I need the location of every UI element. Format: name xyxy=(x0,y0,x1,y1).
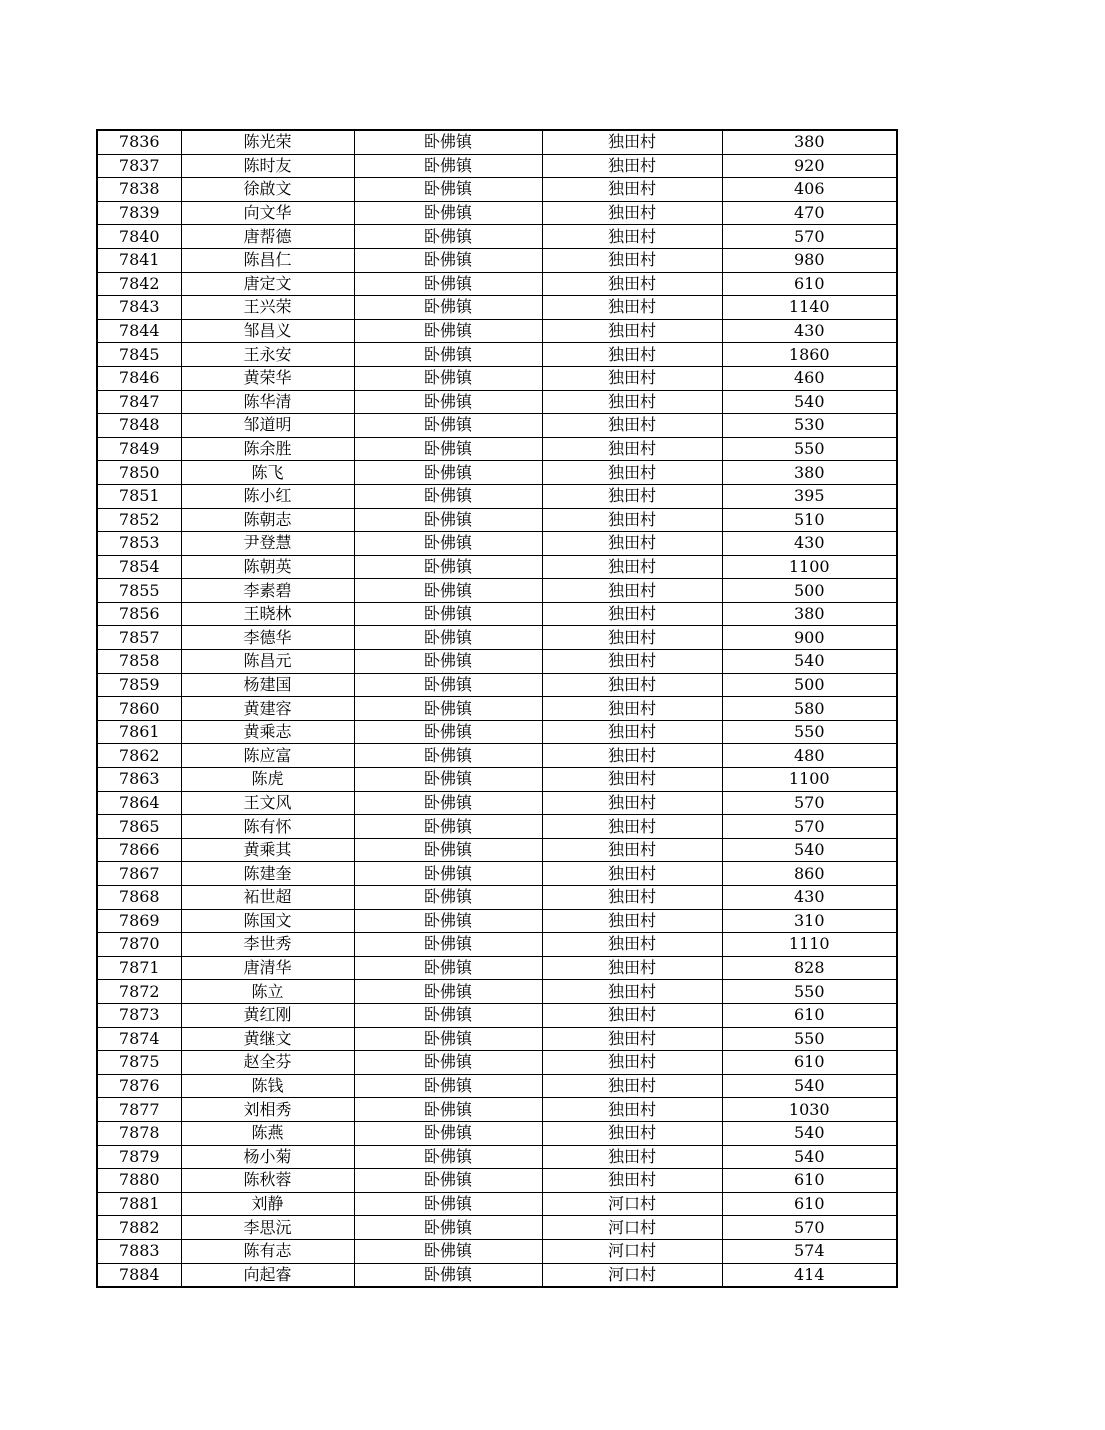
town-cell: 卧佛镇 xyxy=(354,1169,542,1193)
name-cell: 黄荣华 xyxy=(181,366,354,390)
town-cell: 卧佛镇 xyxy=(354,626,542,650)
name-cell: 李素碧 xyxy=(181,579,354,603)
village-cell: 独田村 xyxy=(542,1145,722,1169)
village-cell: 独田村 xyxy=(542,296,722,320)
table-row xyxy=(97,130,897,154)
village-cell: 独田村 xyxy=(542,650,722,674)
name-cell: 王兴荣 xyxy=(181,296,354,320)
amount-cell: 380 xyxy=(722,130,897,154)
town-cell: 卧佛镇 xyxy=(354,201,542,225)
row-number-cell: 7841 xyxy=(97,248,181,272)
town-cell: 卧佛镇 xyxy=(354,414,542,438)
amount-cell: 574 xyxy=(722,1239,897,1263)
row-number-cell: 7873 xyxy=(97,1003,181,1027)
name-cell: 陈建奎 xyxy=(181,862,354,886)
table-row xyxy=(97,579,897,603)
village-cell: 独田村 xyxy=(542,437,722,461)
amount-cell: 920 xyxy=(722,154,897,178)
row-number-cell: 7859 xyxy=(97,673,181,697)
name-cell: 陈应富 xyxy=(181,744,354,768)
name-cell: 李德华 xyxy=(181,626,354,650)
town-cell: 卧佛镇 xyxy=(354,225,542,249)
village-cell: 独田村 xyxy=(542,1121,722,1145)
row-number-cell: 7858 xyxy=(97,650,181,674)
town-cell: 卧佛镇 xyxy=(354,956,542,980)
village-cell: 独田村 xyxy=(542,343,722,367)
row-number-cell: 7884 xyxy=(97,1263,181,1287)
table-row xyxy=(97,484,897,508)
table-row xyxy=(97,862,897,886)
amount-cell: 610 xyxy=(722,1169,897,1193)
name-cell: 陈朝志 xyxy=(181,508,354,532)
amount-cell: 570 xyxy=(722,815,897,839)
town-cell: 卧佛镇 xyxy=(354,1003,542,1027)
row-number-cell: 7851 xyxy=(97,484,181,508)
data-table xyxy=(96,129,898,1288)
amount-cell: 430 xyxy=(722,532,897,556)
row-number-cell: 7837 xyxy=(97,154,181,178)
name-cell: 黄乘志 xyxy=(181,720,354,744)
table-row xyxy=(97,1263,897,1287)
amount-cell: 610 xyxy=(722,272,897,296)
name-cell: 向文华 xyxy=(181,201,354,225)
name-cell: 邹道明 xyxy=(181,414,354,438)
row-number-cell: 7844 xyxy=(97,319,181,343)
table-row xyxy=(97,1027,897,1051)
row-number-cell: 7839 xyxy=(97,201,181,225)
name-cell: 陈有怀 xyxy=(181,815,354,839)
town-cell: 卧佛镇 xyxy=(354,1239,542,1263)
table-row xyxy=(97,366,897,390)
amount-cell: 1140 xyxy=(722,296,897,320)
village-cell: 独田村 xyxy=(542,178,722,202)
town-cell: 卧佛镇 xyxy=(354,862,542,886)
name-cell: 陈燕 xyxy=(181,1121,354,1145)
amount-cell: 500 xyxy=(722,579,897,603)
row-number-cell: 7867 xyxy=(97,862,181,886)
table-row xyxy=(97,319,897,343)
town-cell: 卧佛镇 xyxy=(354,319,542,343)
town-cell: 卧佛镇 xyxy=(354,838,542,862)
name-cell: 陈秋蓉 xyxy=(181,1169,354,1193)
row-number-cell: 7856 xyxy=(97,602,181,626)
village-cell: 河口村 xyxy=(542,1239,722,1263)
town-cell: 卧佛镇 xyxy=(354,1216,542,1240)
village-cell: 河口村 xyxy=(542,1192,722,1216)
name-cell: 陈立 xyxy=(181,980,354,1004)
table-row xyxy=(97,272,897,296)
town-cell: 卧佛镇 xyxy=(354,1098,542,1122)
town-cell: 卧佛镇 xyxy=(354,154,542,178)
village-cell: 独田村 xyxy=(542,414,722,438)
village-cell: 独田村 xyxy=(542,956,722,980)
name-cell: 赵全芬 xyxy=(181,1051,354,1075)
name-cell: 杨小菊 xyxy=(181,1145,354,1169)
village-cell: 独田村 xyxy=(542,319,722,343)
row-number-cell: 7872 xyxy=(97,980,181,1004)
table-row xyxy=(97,933,897,957)
row-number-cell: 7877 xyxy=(97,1098,181,1122)
row-number-cell: 7864 xyxy=(97,791,181,815)
village-cell: 独田村 xyxy=(542,1169,722,1193)
town-cell: 卧佛镇 xyxy=(354,390,542,414)
table-row xyxy=(97,886,897,910)
village-cell: 独田村 xyxy=(542,272,722,296)
table-row xyxy=(97,201,897,225)
table-row xyxy=(97,650,897,674)
amount-cell: 430 xyxy=(722,886,897,910)
name-cell: 陈有志 xyxy=(181,1239,354,1263)
village-cell: 独田村 xyxy=(542,602,722,626)
row-number-cell: 7862 xyxy=(97,744,181,768)
row-number-cell: 7848 xyxy=(97,414,181,438)
village-cell: 独田村 xyxy=(542,886,722,910)
row-number-cell: 7842 xyxy=(97,272,181,296)
amount-cell: 828 xyxy=(722,956,897,980)
row-number-cell: 7838 xyxy=(97,178,181,202)
table-row xyxy=(97,296,897,320)
row-number-cell: 7883 xyxy=(97,1239,181,1263)
row-number-cell: 7874 xyxy=(97,1027,181,1051)
town-cell: 卧佛镇 xyxy=(354,697,542,721)
village-cell: 河口村 xyxy=(542,1216,722,1240)
table-row xyxy=(97,508,897,532)
table-row xyxy=(97,815,897,839)
row-number-cell: 7846 xyxy=(97,366,181,390)
village-cell: 独田村 xyxy=(542,744,722,768)
amount-cell: 540 xyxy=(722,650,897,674)
name-cell: 黄乘其 xyxy=(181,838,354,862)
name-cell: 李思沅 xyxy=(181,1216,354,1240)
town-cell: 卧佛镇 xyxy=(354,532,542,556)
amount-cell: 470 xyxy=(722,201,897,225)
village-cell: 独田村 xyxy=(542,154,722,178)
row-number-cell: 7878 xyxy=(97,1121,181,1145)
amount-cell: 460 xyxy=(722,366,897,390)
town-cell: 卧佛镇 xyxy=(354,1192,542,1216)
town-cell: 卧佛镇 xyxy=(354,296,542,320)
amount-cell: 480 xyxy=(722,744,897,768)
amount-cell: 570 xyxy=(722,791,897,815)
table-row xyxy=(97,1098,897,1122)
row-number-cell: 7847 xyxy=(97,390,181,414)
village-cell: 独田村 xyxy=(542,933,722,957)
town-cell: 卧佛镇 xyxy=(354,815,542,839)
town-cell: 卧佛镇 xyxy=(354,508,542,532)
village-cell: 独田村 xyxy=(542,225,722,249)
row-number-cell: 7865 xyxy=(97,815,181,839)
row-number-cell: 7866 xyxy=(97,838,181,862)
name-cell: 陈钱 xyxy=(181,1074,354,1098)
table-row xyxy=(97,1074,897,1098)
row-number-cell: 7843 xyxy=(97,296,181,320)
name-cell: 陈小红 xyxy=(181,484,354,508)
table-body xyxy=(97,130,897,1287)
town-cell: 卧佛镇 xyxy=(354,980,542,1004)
amount-cell: 860 xyxy=(722,862,897,886)
village-cell: 独田村 xyxy=(542,248,722,272)
table-row xyxy=(97,626,897,650)
row-number-cell: 7852 xyxy=(97,508,181,532)
table-row xyxy=(97,1003,897,1027)
table-row xyxy=(97,744,897,768)
town-cell: 卧佛镇 xyxy=(354,579,542,603)
name-cell: 陈昌元 xyxy=(181,650,354,674)
town-cell: 卧佛镇 xyxy=(354,768,542,792)
table-row xyxy=(97,414,897,438)
table-row xyxy=(97,343,897,367)
table-row xyxy=(97,178,897,202)
village-cell: 河口村 xyxy=(542,1263,722,1287)
name-cell: 刘静 xyxy=(181,1192,354,1216)
table-row xyxy=(97,248,897,272)
village-cell: 独田村 xyxy=(542,484,722,508)
amount-cell: 380 xyxy=(722,461,897,485)
table-row xyxy=(97,390,897,414)
table-row xyxy=(97,602,897,626)
name-cell: 黄红刚 xyxy=(181,1003,354,1027)
village-cell: 独田村 xyxy=(542,791,722,815)
amount-cell: 570 xyxy=(722,225,897,249)
name-cell: 陈余胜 xyxy=(181,437,354,461)
table-row xyxy=(97,768,897,792)
name-cell: 陈飞 xyxy=(181,461,354,485)
town-cell: 卧佛镇 xyxy=(354,1121,542,1145)
town-cell: 卧佛镇 xyxy=(354,437,542,461)
table-row xyxy=(97,838,897,862)
village-cell: 独田村 xyxy=(542,532,722,556)
amount-cell: 1100 xyxy=(722,555,897,579)
table-row xyxy=(97,1051,897,1075)
town-cell: 卧佛镇 xyxy=(354,791,542,815)
table-row xyxy=(97,1216,897,1240)
name-cell: 唐定文 xyxy=(181,272,354,296)
name-cell: 陈华清 xyxy=(181,390,354,414)
village-cell: 独田村 xyxy=(542,909,722,933)
amount-cell: 540 xyxy=(722,390,897,414)
village-cell: 独田村 xyxy=(542,673,722,697)
town-cell: 卧佛镇 xyxy=(354,720,542,744)
village-cell: 独田村 xyxy=(542,862,722,886)
amount-cell: 530 xyxy=(722,414,897,438)
amount-cell: 550 xyxy=(722,437,897,461)
town-cell: 卧佛镇 xyxy=(354,461,542,485)
village-cell: 独田村 xyxy=(542,980,722,1004)
name-cell: 王文风 xyxy=(181,791,354,815)
row-number-cell: 7880 xyxy=(97,1169,181,1193)
town-cell: 卧佛镇 xyxy=(354,248,542,272)
amount-cell: 550 xyxy=(722,1027,897,1051)
name-cell: 杨建国 xyxy=(181,673,354,697)
amount-cell: 610 xyxy=(722,1003,897,1027)
town-cell: 卧佛镇 xyxy=(354,366,542,390)
row-number-cell: 7871 xyxy=(97,956,181,980)
row-number-cell: 7840 xyxy=(97,225,181,249)
table-row xyxy=(97,1192,897,1216)
row-number-cell: 7860 xyxy=(97,697,181,721)
row-number-cell: 7857 xyxy=(97,626,181,650)
town-cell: 卧佛镇 xyxy=(354,343,542,367)
name-cell: 尹登慧 xyxy=(181,532,354,556)
amount-cell: 900 xyxy=(722,626,897,650)
town-cell: 卧佛镇 xyxy=(354,130,542,154)
table-row xyxy=(97,437,897,461)
row-number-cell: 7876 xyxy=(97,1074,181,1098)
amount-cell: 540 xyxy=(722,1145,897,1169)
name-cell: 陈虎 xyxy=(181,768,354,792)
town-cell: 卧佛镇 xyxy=(354,555,542,579)
name-cell: 陈朝英 xyxy=(181,555,354,579)
table-row xyxy=(97,1239,897,1263)
name-cell: 邹昌义 xyxy=(181,319,354,343)
amount-cell: 980 xyxy=(722,248,897,272)
amount-cell: 540 xyxy=(722,838,897,862)
name-cell: 陈国文 xyxy=(181,909,354,933)
amount-cell: 406 xyxy=(722,178,897,202)
amount-cell: 540 xyxy=(722,1121,897,1145)
row-number-cell: 7854 xyxy=(97,555,181,579)
amount-cell: 500 xyxy=(722,673,897,697)
amount-cell: 550 xyxy=(722,720,897,744)
amount-cell: 414 xyxy=(722,1263,897,1287)
row-number-cell: 7849 xyxy=(97,437,181,461)
name-cell: 向起睿 xyxy=(181,1263,354,1287)
table-row xyxy=(97,1145,897,1169)
name-cell: 唐帮德 xyxy=(181,225,354,249)
name-cell: 黄继文 xyxy=(181,1027,354,1051)
town-cell: 卧佛镇 xyxy=(354,1051,542,1075)
town-cell: 卧佛镇 xyxy=(354,1074,542,1098)
town-cell: 卧佛镇 xyxy=(354,602,542,626)
name-cell: 王晓林 xyxy=(181,602,354,626)
amount-cell: 1110 xyxy=(722,933,897,957)
village-cell: 独田村 xyxy=(542,1027,722,1051)
village-cell: 独田村 xyxy=(542,579,722,603)
village-cell: 独田村 xyxy=(542,390,722,414)
name-cell: 唐清华 xyxy=(181,956,354,980)
table-row xyxy=(97,1121,897,1145)
amount-cell: 510 xyxy=(722,508,897,532)
village-cell: 独田村 xyxy=(542,815,722,839)
name-cell: 王永安 xyxy=(181,343,354,367)
town-cell: 卧佛镇 xyxy=(354,909,542,933)
table-row xyxy=(97,461,897,485)
name-cell: 陈昌仁 xyxy=(181,248,354,272)
amount-cell: 1030 xyxy=(722,1098,897,1122)
town-cell: 卧佛镇 xyxy=(354,1263,542,1287)
table-row xyxy=(97,956,897,980)
village-cell: 独田村 xyxy=(542,720,722,744)
town-cell: 卧佛镇 xyxy=(354,272,542,296)
town-cell: 卧佛镇 xyxy=(354,673,542,697)
row-number-cell: 7850 xyxy=(97,461,181,485)
table-row xyxy=(97,154,897,178)
row-number-cell: 7853 xyxy=(97,532,181,556)
amount-cell: 550 xyxy=(722,980,897,1004)
village-cell: 独田村 xyxy=(542,1098,722,1122)
town-cell: 卧佛镇 xyxy=(354,1145,542,1169)
table-row xyxy=(97,555,897,579)
town-cell: 卧佛镇 xyxy=(354,650,542,674)
name-cell: 陈光荣 xyxy=(181,130,354,154)
town-cell: 卧佛镇 xyxy=(354,886,542,910)
name-cell: 徐啟文 xyxy=(181,178,354,202)
town-cell: 卧佛镇 xyxy=(354,484,542,508)
village-cell: 独田村 xyxy=(542,555,722,579)
row-number-cell: 7836 xyxy=(97,130,181,154)
town-cell: 卧佛镇 xyxy=(354,744,542,768)
table-row xyxy=(97,980,897,1004)
amount-cell: 1860 xyxy=(722,343,897,367)
amount-cell: 1100 xyxy=(722,768,897,792)
village-cell: 独田村 xyxy=(542,697,722,721)
table-row xyxy=(97,532,897,556)
row-number-cell: 7875 xyxy=(97,1051,181,1075)
village-cell: 独田村 xyxy=(542,838,722,862)
amount-cell: 540 xyxy=(722,1074,897,1098)
village-cell: 独田村 xyxy=(542,1074,722,1098)
table-row xyxy=(97,673,897,697)
table-row xyxy=(97,909,897,933)
name-cell: 李世秀 xyxy=(181,933,354,957)
amount-cell: 310 xyxy=(722,909,897,933)
village-cell: 独田村 xyxy=(542,201,722,225)
name-cell: 陈时友 xyxy=(181,154,354,178)
amount-cell: 570 xyxy=(722,1216,897,1240)
village-cell: 独田村 xyxy=(542,768,722,792)
table-row xyxy=(97,1169,897,1193)
village-cell: 独田村 xyxy=(542,461,722,485)
row-number-cell: 7855 xyxy=(97,579,181,603)
village-cell: 独田村 xyxy=(542,1003,722,1027)
amount-cell: 395 xyxy=(722,484,897,508)
village-cell: 独田村 xyxy=(542,626,722,650)
amount-cell: 430 xyxy=(722,319,897,343)
table-row xyxy=(97,697,897,721)
amount-cell: 610 xyxy=(722,1051,897,1075)
name-cell: 袥世超 xyxy=(181,886,354,910)
amount-cell: 610 xyxy=(722,1192,897,1216)
amount-cell: 380 xyxy=(722,602,897,626)
row-number-cell: 7863 xyxy=(97,768,181,792)
table-row xyxy=(97,720,897,744)
table-row xyxy=(97,225,897,249)
village-cell: 独田村 xyxy=(542,508,722,532)
row-number-cell: 7881 xyxy=(97,1192,181,1216)
village-cell: 独田村 xyxy=(542,1051,722,1075)
town-cell: 卧佛镇 xyxy=(354,1027,542,1051)
name-cell: 黄建容 xyxy=(181,697,354,721)
amount-cell: 580 xyxy=(722,697,897,721)
row-number-cell: 7882 xyxy=(97,1216,181,1240)
town-cell: 卧佛镇 xyxy=(354,933,542,957)
row-number-cell: 7879 xyxy=(97,1145,181,1169)
row-number-cell: 7870 xyxy=(97,933,181,957)
row-number-cell: 7845 xyxy=(97,343,181,367)
name-cell: 刘相秀 xyxy=(181,1098,354,1122)
table-row xyxy=(97,791,897,815)
row-number-cell: 7861 xyxy=(97,720,181,744)
village-cell: 独田村 xyxy=(542,130,722,154)
village-cell: 独田村 xyxy=(542,366,722,390)
town-cell: 卧佛镇 xyxy=(354,178,542,202)
row-number-cell: 7869 xyxy=(97,909,181,933)
row-number-cell: 7868 xyxy=(97,886,181,910)
